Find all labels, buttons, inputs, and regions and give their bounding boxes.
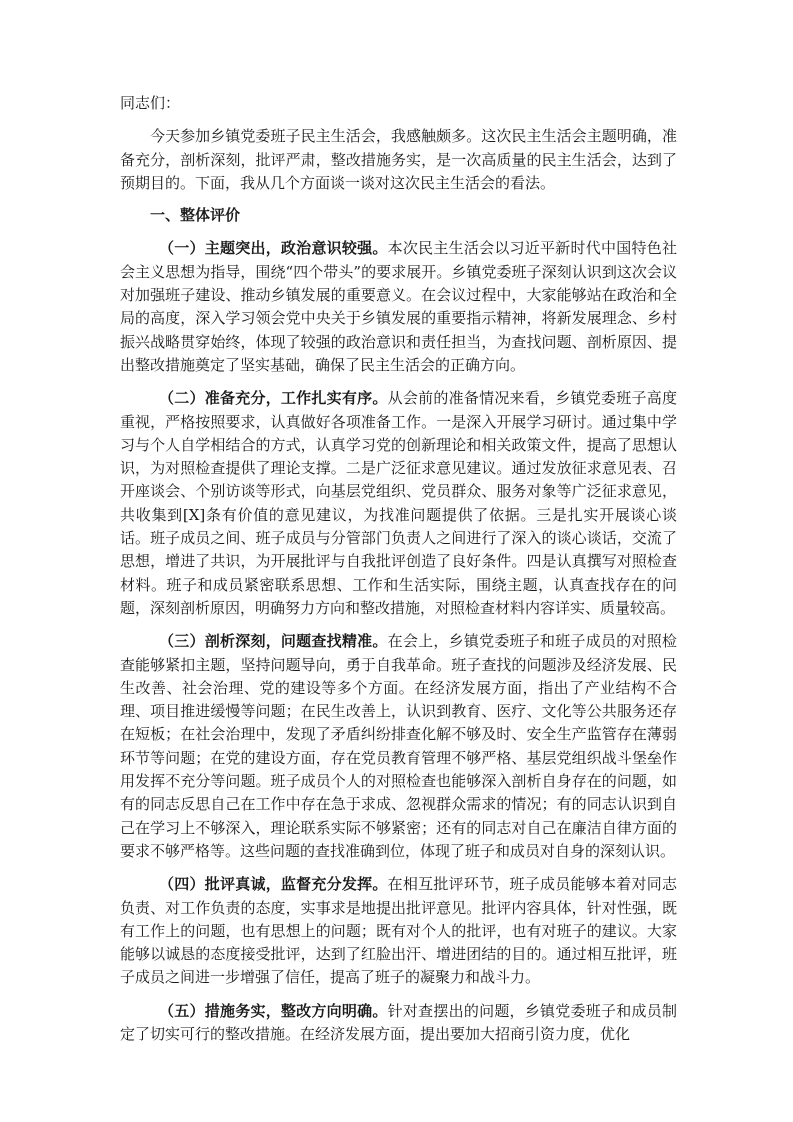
salutation: 同志们：: [120, 94, 181, 112]
intro-paragraph: 今天参加乡镇党委班子民主生活会，我感触颇多。这次民主生活会主题明确，准备充分，剖析深刻，批评严肃，整改措施务实，是一次高质量的民主生活会，达到了预期目的。下面，我从几个方面谈一谈对这次民主生活会的看法。: [120, 127, 677, 192]
item-body: 在会上，乡镇党委班子和班子成员的对照检查能够紧扣主题，坚持问题导向，勇于自我革命。班子查找的问题涉及经济发展、民生改善、社会治理、党的建设等多个方面。在经济发展方面，指出了产业结构不合理、项目推进缓慢等问题；在民生改善上，认识到教育、医疗、文化等公共服务还存在短板；在社会治理中，发现了矛盾纠纷排查化解不够及时、安全生产监管存在薄弱环节等问题；在党的建设方面，存在党员教育管理不够严格、基层党组织战斗堡垒作用发挥不充分等问题。班子成员个人的对照检查也能够深入剖析自身存在的问题，如有的同志反思自己在工作中存在急于求成、忽视群众需求的情况；有的同志认识到自己在学习上不够深入，理论联系实际不够紧密；还有的同志对自己在廉洁自律方面的要求不够严格等。这些问题的查找准确到位，体现了班子和成员对自身的深刻认识。: [120, 632, 677, 860]
item-lead: （三）剖析深刻，问题查找精准。: [159, 632, 388, 651]
item-body: 在相互批评环节，班子成员能够本着对同志负责、对工作负责的态度，实事求是地提出批评意见。批评内容具体，针对性强，既有工作上的问题，也有思想上的问题；既有对个人的批评，也有对班子的建议。大家能够以诚恳的态度接受批评，达到了红脸出汗、增进团结的目的。通过相互批评，班子成员之间进一步增强了信任，提高了班子的凝聚力和战斗力。: [120, 875, 677, 987]
item-body: 针对查摆出的问题，乡镇党委班子和成员制定了切实可行的整改措施。在经济发展方面，提出要加大招商引资力度，优化: [120, 1001, 677, 1043]
item-lead: （五）措施务实，整改方向明确。: [159, 1001, 388, 1020]
evaluation-item-2: [120, 387, 677, 620]
item-lead: （一）主题突出，政治意识较强。: [159, 239, 388, 258]
evaluation-item-5: [120, 1000, 677, 1047]
evaluation-item-4: [120, 873, 677, 989]
evaluation-item-3: [120, 630, 677, 863]
section-heading: 一、整体评价: [150, 206, 241, 225]
item-body: 从会前的准备情况来看，乡镇党委班子高度重视，严格按照要求，认真做好各项准备工作。一是深入开展学习研讨。通过集中学习与个人自学相结合的方式，认真学习党的创新理论和相关政策文件，提高了思想认识，为对照检查提供了理论支撑。二是广泛征求意见建议。通过发放征求意见表、召开座谈会、个别访谈等形式，向基层党组织、党员群众、服务对象等广泛征求意见，共收集到[X]条有价值的意见建议，为找准问题提供了依据。三是扎实开展谈心谈话。班子成员之间、班子成员与分管部门负责人之间进行了深入的谈心谈话，交流了思想，增进了共识，为开展批评与自我批评创造了良好条件。四是认真撰写对照检查材料。班子和成员紧密联系思想、工作和生活实际，围绕主题，认真查找存在的问题，深刻剖析原因，明确努力方向和整改措施，对照检查材料内容详实、质量较高。: [120, 389, 677, 617]
document-page: [120, 92, 677, 1056]
item-lead: （四）批评真诚，监督充分发挥。: [159, 875, 388, 894]
item-body: 本次民主生活会以习近平新时代中国特色社会主义思想为指导，围绕“四个带头”的要求展开。乡镇党委班子深刻认识到这次会议对加强班子建设、推动乡镇发展的重要意义。在会议过程中，大家能够站在政治和全局的高度，深入学习领会党中央关于乡镇发展的重要指示精神，将新发展理念、乡村振兴战略贯穿始终，体现了较强的政治意识和责任担当，为查找问题、剖析原因、提出整改措施奠定了坚实基础，确保了民主生活会的正确方向。: [120, 239, 677, 374]
item-lead: （二）准备充分，工作扎实有序。: [159, 389, 388, 408]
evaluation-item-1: [120, 237, 677, 377]
